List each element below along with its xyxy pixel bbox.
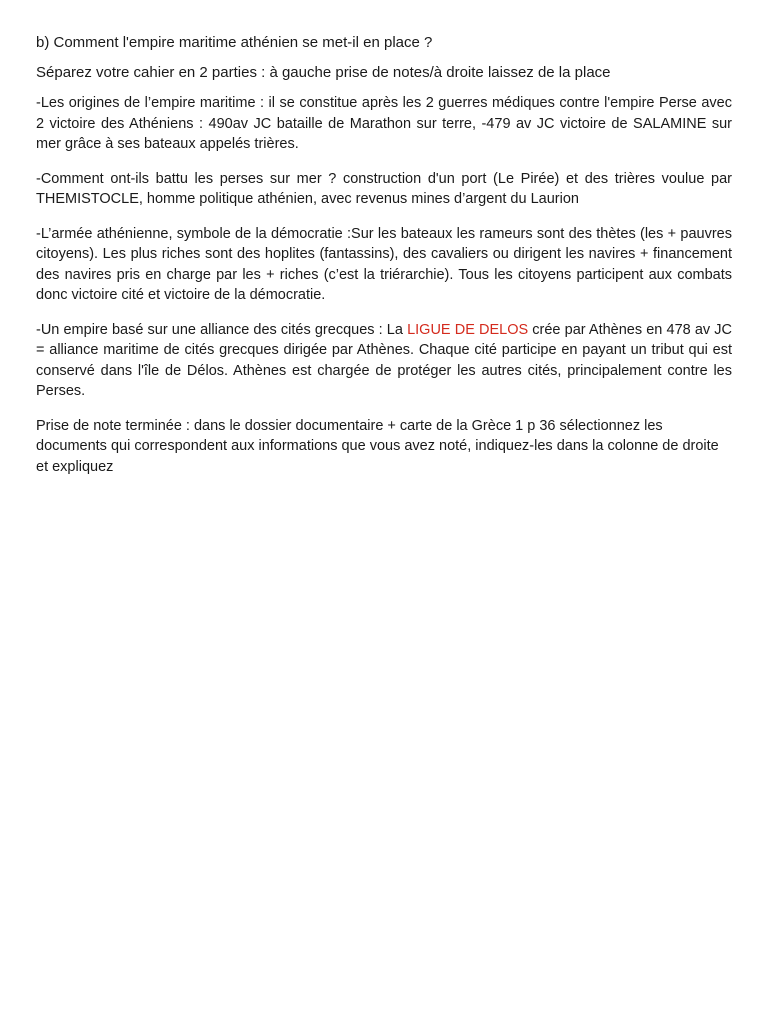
paragraph-task: Prise de note terminée : dans le dossier documentaire + carte de la Grèce 1 p 36 sélectionnez les documents qui correspondent aux informations que vous avez noté, indiquez-les dans la colonne de droite et expliquez — [36, 417, 719, 475]
paragraph-origins: -Les origines de l’empire maritime : il se constitue après les 2 guerres médiques contre l'empire Perse avec 2 victoire des Athéniens : 490av JC bataille de Marathon sur terre, -479 av JC victoire de SALAMINE sur mer grâce à ses bateaux appelés trières. — [36, 95, 732, 152]
document-page — [36, 32, 732, 491]
league-text-after: crée par Athènes en 478 av JC = alliance maritime de cités grecques dirigée par Athènes. Chaque cité participe en payant un tribut qui est conservé dans l'île de Délos. Athènes est chargée de protéger les autres cités, principalement contre les Perses. — [36, 321, 732, 399]
paragraph-battle: -Comment ont-ils battu les perses sur mer ? construction d'un port (Le Pirée) et des trières voulue par THEMISTOCLE, homme politique athénien, avec revenus mines d’argent du Laurion — [36, 170, 732, 207]
league-highlight: LIGUE DE DELOS — [407, 321, 529, 338]
section-title: b) Comment l'empire maritime athénien se met-il en place ? — [36, 34, 433, 51]
paragraph-league — [36, 320, 732, 402]
league-text-before: -Un empire basé sur une alliance des cités grecques : La — [36, 321, 408, 338]
paragraph-army: -L’armée athénienne, symbole de la démocratie :Sur les bateaux les rameurs sont des thètes (les + pauvres citoyens). Les plus riches sont des hoplites (fantassins), des cavaliers ou dirigent les navires + financement des navires pris en charge par les + riches (c’est la triérarchie). Tous les citoyens participent aux combats donc victoire cité et victoire de la démocratie. — [36, 225, 732, 303]
instruction-text: Séparez votre cahier en 2 parties : à gauche prise de notes/à droite laissez de la place — [36, 64, 611, 81]
